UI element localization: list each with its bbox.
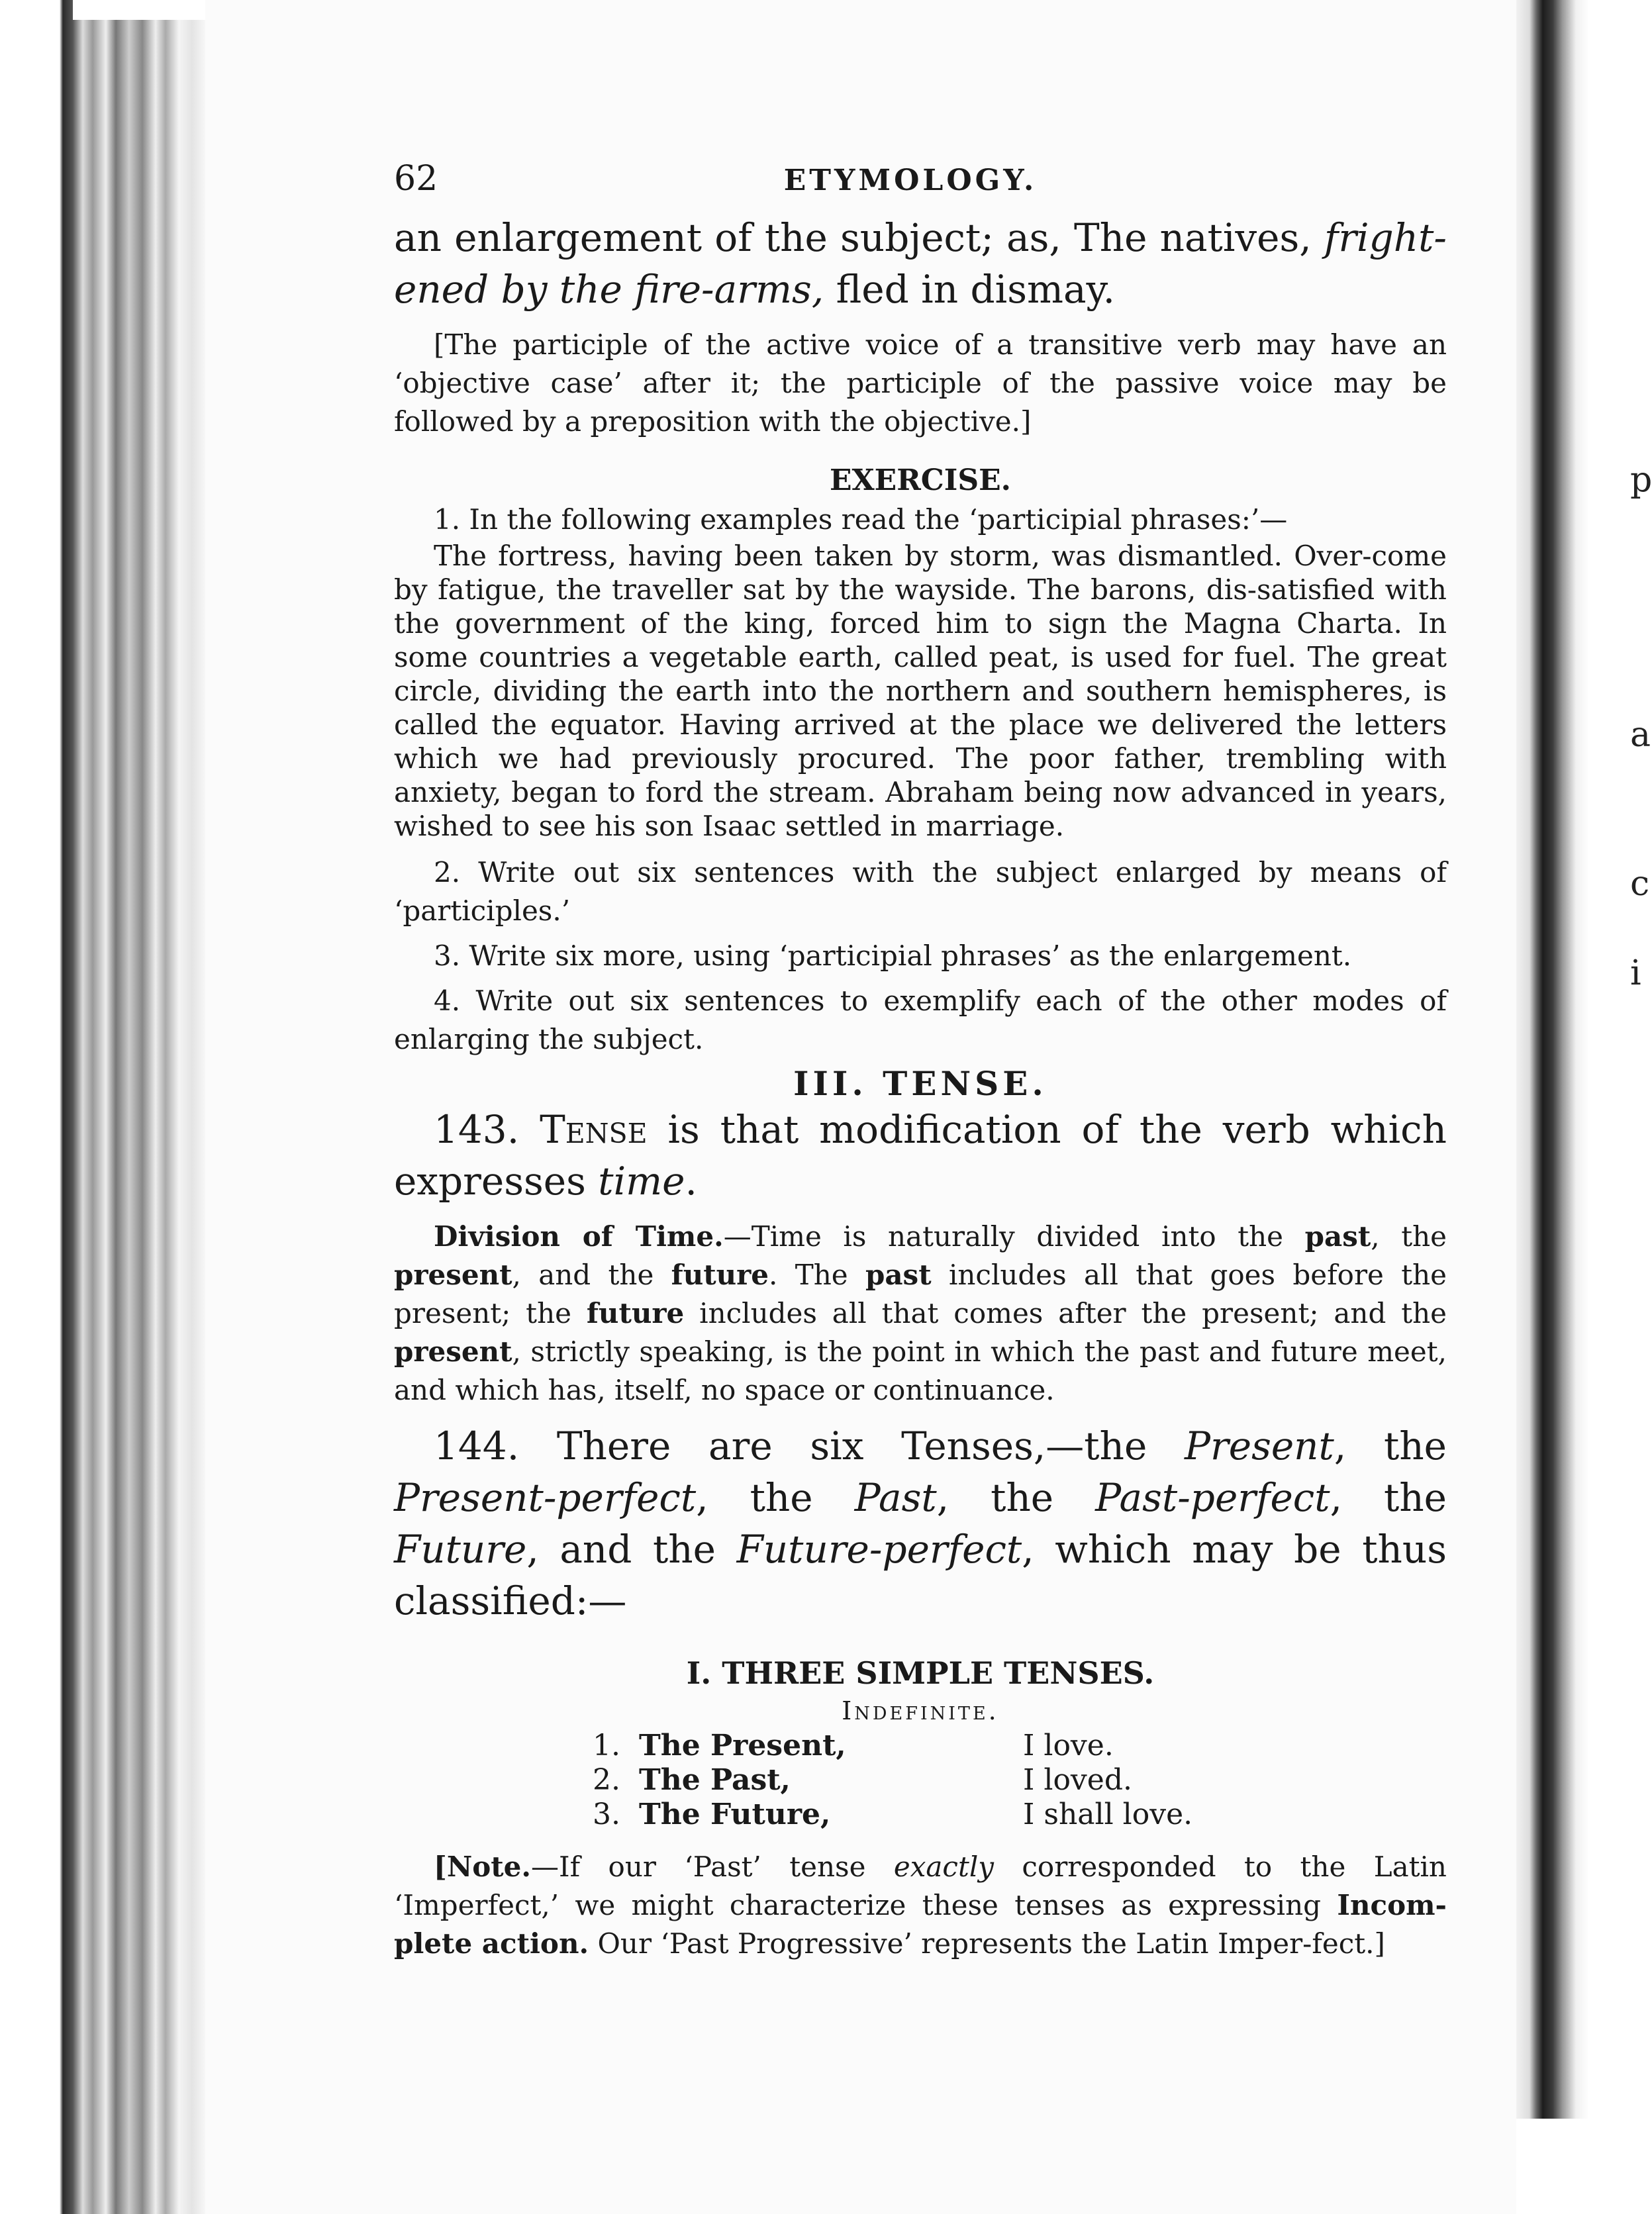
tense-table [593,1729,1447,1832]
exercise-item-1: 1. In the following examples read the ‘participial phrases:’— [434,503,1288,536]
tense-name: The Present, [639,1729,846,1762]
page-header [394,159,1447,212]
running-title: ETYMOLOGY. [783,164,1038,197]
exercise-item-3: 3. Write six more, using ‘participial phrases’ as the enlargement. [434,939,1352,972]
tense-example: I love. [1023,1729,1114,1762]
book-right-edge-bottom [1516,2119,1642,2214]
section-heading-tense: III. TENSE. [793,1064,1047,1103]
margin-fragment: p [1630,460,1652,500]
margin-fragment: i [1630,953,1641,993]
exercise-item-4: 4. Write out six sentences to exemplify each of the other modes of enlarging the subject. [394,985,1447,1055]
paragraph-enlargement: an enlargement of the subject; as, The natives, fright-ened by the fire-arms, fled in dismay. [394,215,1447,312]
tense-number: 3. [593,1798,620,1831]
bracket-note-participle: [The participle of the active voice of a transitive verb may have an ‘objective case’ after it; the participle of the passive voice may be followed by a preposition with the objective.] [394,328,1447,438]
page-content [394,159,1447,1963]
exercise-1-examples: The fortress, having been taken by storm, was dismantled. Over-come by fatigue, the traveller sat by the wayside. The barons, dis-satisfied with the government of the king, forced him to sign the Magna Charta. In some countries a vegetable earth, called peat, is used for fuel. The great circle, dividing the earth into the northern and southern hemispheres, is called the equator. Having arrived at the place we delivered the letters which we had previously procured. The poor father, trembling with anxiety, began to ford the stream. Abraham being now advanced in years, wished to see his son Isaac settled in marriage. [394,540,1447,842]
tense-example: I loved. [1023,1763,1132,1797]
tense-row [593,1763,1447,1798]
book-right-edge [1516,0,1642,2214]
division-of-time: Division of Time.—Time is naturally divided into the past, the present, and the future. The past includes all that goes before the present; the future includes all that comes after the present; and the present, strictly speaking, is the point in which the past and future meet, and which has, itself, no space or continuance. [394,1220,1447,1406]
tense-name: The Future, [639,1798,831,1831]
paragraph-143: 143. Tense is that modification of the verb which expresses time. [394,1107,1447,1204]
tense-number: 1. [593,1729,620,1762]
tense-name: The Past, [639,1763,791,1797]
indefinite-heading: Indefinite. [842,1696,999,1725]
tense-row [593,1798,1447,1832]
book-left-edge-top [73,0,205,20]
tense-example: I shall love. [1023,1798,1193,1831]
margin-fragment: c [1630,864,1650,904]
book-left-edge [0,0,205,2214]
page-number: 62 [394,159,438,199]
exercise-item-2: 2. Write out six sentences with the subject enlarged by means of ‘participles.’ [394,856,1447,927]
exercise-heading: EXERCISE. [829,463,1011,497]
tense-number: 2. [593,1763,620,1797]
simple-tenses-heading: I. THREE SIMPLE TENSES. [686,1655,1155,1691]
margin-fragment: a [1630,715,1651,755]
tense-row [593,1729,1447,1763]
note-imperfect: [Note.—If our ‘Past’ tense exactly corresponded to the Latin ‘Imperfect,’ we might characterize these tenses as expressing Incom-plete action. Our ‘Past Progressive’ represents the Latin Imper-fect.] [394,1851,1447,1960]
paragraph-144: 144. There are six Tenses,—the Present, the Present-perfect, the Past, the Past-perfect, the Future, and the Future-perfect, which may be thus classified:— [394,1423,1447,1623]
